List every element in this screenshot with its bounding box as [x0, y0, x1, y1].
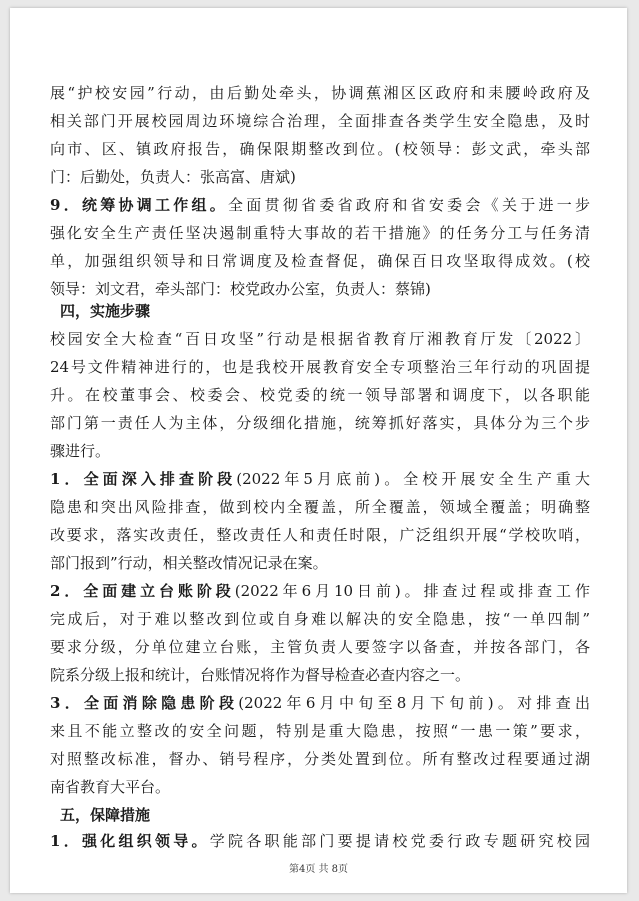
text-line: 来且不能立整改的安全问题，特别是重大隐患，按照“一患一策”要求， [50, 722, 590, 740]
text-line: 完成后，对于难以整改到位或自身难以解决的安全隐患，按“一单四制” [50, 610, 590, 628]
text-line: 强化安全生产责任坚决遏制重特大事故的若干措施》的任务分工与任务清 [50, 224, 590, 242]
section-heading: 四，实施步骤 [60, 302, 151, 320]
text-line: 要求分级，分单位建立台账，主管负责人要签字以备查，并按各部门，各 [50, 638, 590, 656]
text-line: 对照整改标准，督办、销号程序，分类处置到位。所有整改过程要通过湖 [50, 750, 590, 768]
text-line: 1．全面深入排查阶段(2022年5月底前)。全校开展安全生产重大 [50, 470, 590, 488]
text-line: 改要求，落实改责任，整改责任人和责任时限，广泛组织开展“学校吹哨， [50, 526, 590, 544]
document-page [10, 8, 627, 893]
text-line: 9．统筹协调工作组。全面贯彻省委省政府和省安委会《关于进一步 [50, 196, 590, 214]
text-line: 门：后勤处，负责人：张高富、唐斌) [50, 168, 296, 186]
text-line: 部门第一责任人为主体，分级细化措施，统筹抓好落实，具体分为三个步 [50, 414, 590, 432]
line-text: 学院各职能部门要提请校党委行政专题研究校园 [209, 832, 590, 850]
text-line: 领导：刘文君，牵头部门：校党政办公室，负责人：蔡锦) [50, 280, 431, 298]
text-line: 24号文件精神进行的，也是我校开展教育安全专项整治三年行动的巩固提 [50, 358, 590, 376]
text-line: 升。在校董事会、校委会、校党委的统一领导部署和调度下，以各职能 [50, 386, 590, 404]
text-line: 向市、区、镇政府报告，确保限期整改到位。(校领导：彭文武，牵头部 [50, 140, 590, 158]
text-line: 院系分级上报和统计，台账情况将作为督导检查必查内容之一。 [50, 666, 471, 684]
text-line: 部门报到”行动，相关整改情况记录在案。 [50, 554, 328, 572]
text-line: 展“护校安园”行动，由后勤处牵头，协调蕉湘区区政府和耒腰岭政府及 [50, 84, 590, 102]
text-line: 南省教育大平台。 [50, 778, 171, 796]
section-heading: 五，保障措施 [60, 806, 151, 824]
text-line: 相关部门开展校园周边环境综合治理，全面排查各类学生安全隐患，及时 [50, 112, 590, 130]
text-line [50, 828, 590, 854]
text-line: 单，加强组织领导和日常调度及检查督促，确保百日攻坚取得成效。(校 [50, 252, 590, 270]
text-line: 3．全面消除隐患阶段(2022年6月中旬至8月下旬前)。对排查出 [50, 694, 590, 712]
text-line: 骤进行。 [50, 442, 111, 460]
text-line: 隐患和突出风险排查，做到校内全覆盖，所全覆盖，领域全覆盖；明确整 [50, 498, 590, 516]
text-line: 2．全面建立台账阶段(2022年6月10日前)。排查过程或排查工作 [50, 582, 590, 600]
text-line: 校园安全大检查“百日攻坚”行动是根据省教育厅湘教育厅发〔2022〕 [50, 330, 590, 348]
page-footer: 第4页 共 8页 [288, 864, 349, 875]
bold-lead: 1．强化组织领导。 [50, 832, 210, 850]
